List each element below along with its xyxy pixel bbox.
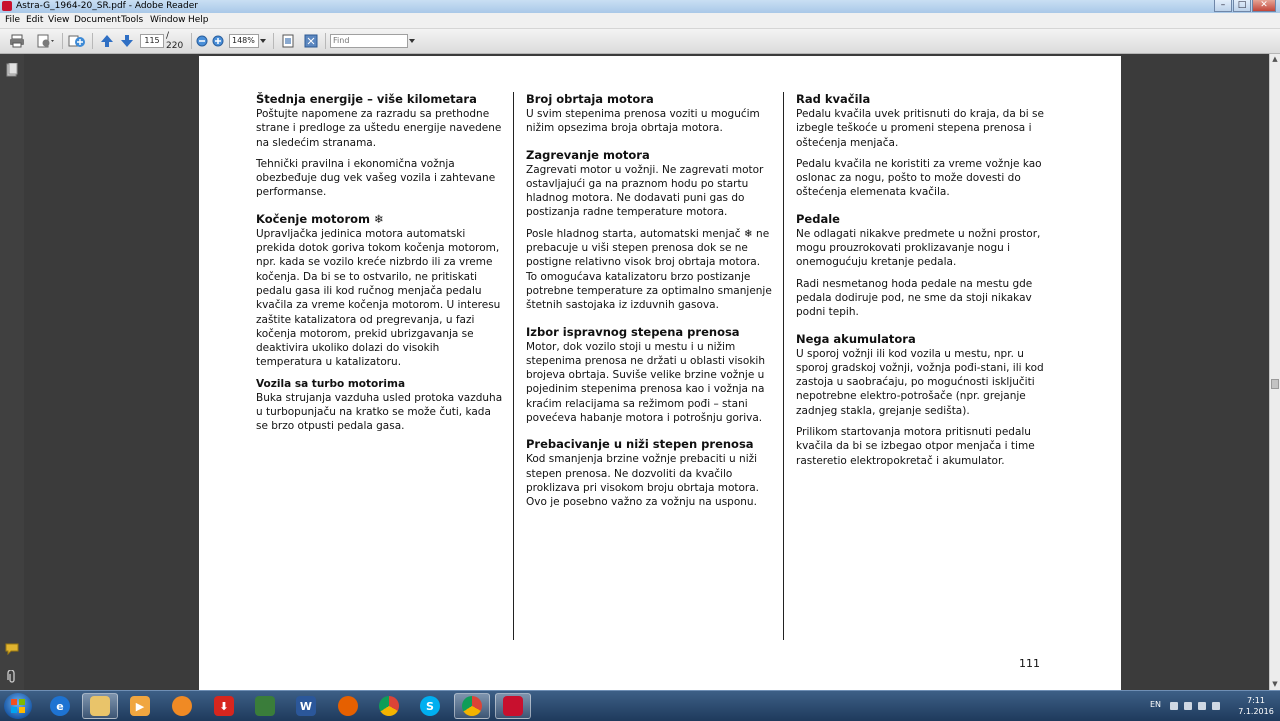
menu-window[interactable]: Window: [150, 15, 186, 25]
page-total-label: / 220: [166, 31, 184, 51]
chevron-down-icon: [260, 39, 266, 43]
media-player-icon: ▶: [130, 696, 150, 716]
section-engine-braking: [256, 212, 504, 434]
section-battery-care: [796, 332, 1044, 468]
zoom-dropdown[interactable]: [259, 29, 267, 53]
clock[interactable]: [1236, 695, 1276, 717]
clock-date: 7.1.2016: [1238, 707, 1274, 716]
section-heading: Izbor ispravnog stepena prenosa: [526, 324, 740, 339]
clock-time: 7:11: [1247, 696, 1265, 705]
paragraph: Zagrevati motor u vožnji. Ne zagrevati motor ostavljajući ga na praznom hodu po startu hladnog motora. Ne dodavati puni gas do postizanja radne temperature motora.: [526, 163, 764, 219]
arrow-down-icon: [120, 34, 134, 48]
skype-icon: S: [420, 696, 440, 716]
subheading: Vozila sa turbo motorima: [256, 377, 406, 390]
zoom-in-icon: [212, 35, 224, 47]
adobe-reader-icon: [503, 696, 523, 716]
paragraph: Motor, dok vozilo stoji u mestu i u nižim stepenima prenosa ne držati u oblasti visokih brojeva obrtaja. Suviše velike brzine vožnje u pojedinim stepenima prenosa kao i vožnja na kraćim relacijama sa režimom pođi – stani povećeva habanje motora i potrošnju goriva.: [526, 340, 765, 425]
tray-icon[interactable]: [1170, 702, 1178, 710]
section-heading: Prebacivanje u niži stepen prenosa: [526, 437, 754, 452]
section-heading: Nega akumulatora: [796, 331, 916, 346]
adobe-reader-icon: [2, 1, 12, 11]
find-options-dropdown[interactable]: [408, 29, 416, 53]
arrow-up-icon: [100, 34, 114, 48]
taskbar-file-explorer[interactable]: [82, 693, 118, 719]
taskbar-skype[interactable]: [412, 693, 448, 719]
paragraph: Radi nesmetanog hoda pedale na mestu gde pedala dodiruje pod, ne sme da stoji nikakav podni tepih.: [796, 277, 1033, 319]
paragraph: U sporoj vožnji ili kod vozila u mestu, npr. u sporoj gradskoj vožnji, vožnja pođi-stani, ili kod zastoja u saobraćaju, po mogućnosti isključiti nepotrebne elektro-potrošače (npr. grejanje zadnjeg stakla, grejanje sedišta).: [796, 347, 1044, 417]
section-heading: Zagrevanje motora: [526, 147, 650, 162]
paragraph: Prilikom startovanja motora pritisnuti pedalu kvačila da bi se izbegao otpor menjača i time rasteretio elektropokretač i akumulator.: [796, 426, 1035, 467]
orange-app-icon: [172, 696, 192, 716]
paragraph: U svim stepenima prenosa voziti u mogućim nižim opsezima broja obrtaja motora.: [526, 108, 760, 135]
paragraph: Pedalu kvačila ne koristiti za vreme vožnje kao oslonac za nogu, pošto to može dovesti do oštećenja elemenata kvačila.: [796, 157, 1042, 199]
maximize-button[interactable]: □: [1233, 0, 1251, 12]
attachments-panel-button[interactable]: [5, 670, 19, 684]
navigation-pane: [0, 54, 24, 690]
section-engine-rpm: [526, 92, 774, 136]
pdf-page: [199, 56, 1121, 690]
paragraph: Upravljačka jedinica motora automatski prekida dotok goriva tokom kočenja motorom, npr. kada se vozilo kreće nizbrdo ili za vreme kočenja. Da bi se to ostvarilo, ne pritiskati pedalu gasa ili kod ručnog menjača pedalu kvačila za vreme kočenja motorom. U interesu zaštite katalizatora od pregrevanja, u fazi kočenja motorom, prekid ubrizgavanja se deaktivira ukoliko dolazi do visokih temperatura u katalizatoru.: [256, 227, 501, 369]
separator: [273, 33, 274, 49]
section-engine-warmup: [526, 148, 774, 313]
menu-bar: [0, 13, 1280, 29]
zoom-in-button[interactable]: [211, 29, 225, 53]
share-icon: [68, 34, 86, 48]
taskbar-word[interactable]: [288, 693, 324, 719]
menu-tools[interactable]: Tools: [121, 15, 144, 25]
create-pdf-button[interactable]: [32, 29, 58, 53]
zoom-level-input[interactable]: [229, 34, 259, 48]
separator: [92, 33, 93, 49]
paragraph: Poštujte napomene za razradu sa prethodne strane i predloge za uštedu energije navedene na sledećim stranama.: [256, 108, 502, 149]
green-app-icon: [255, 696, 275, 716]
fit-page-icon: [281, 34, 295, 48]
section-heading: Broj obrtaja motora: [526, 92, 654, 106]
language-indicator[interactable]: EN: [1150, 700, 1162, 709]
start-button[interactable]: [4, 693, 32, 719]
section-heading: Štednja energije – više kilometara: [256, 92, 477, 106]
paragraph: Pedalu kvačila uvek pritisnuti do kraja, da bi se izbegle teškoće u promeni stepena prenosa i oštećenja menjača.: [796, 108, 1044, 149]
full-screen-button[interactable]: [302, 29, 320, 53]
find-input[interactable]: [330, 34, 408, 48]
taskbar-adobe-reader[interactable]: [495, 693, 531, 719]
paragraph: Posle hladnog starta, automatski menjač ❄ ne prebacuje u viši stepen prenosa dok se ne postigne relativno visok broj obrtaja motora. To omogućava katalizatoru brzo postizanje potrebne temperature za optimalno smanjenje štetnih sastojaka iz izduvnih gasova.: [526, 227, 772, 312]
windows-logo-icon: [11, 699, 25, 713]
scroll-down-button[interactable]: ▼: [1272, 680, 1278, 688]
scrollbar-thumb[interactable]: [1271, 379, 1279, 389]
section-energy-saving: [256, 92, 504, 200]
print-button[interactable]: [6, 29, 28, 53]
chrome-icon: [379, 696, 399, 716]
taskbar-media-player[interactable]: [122, 693, 158, 719]
zoom-out-icon: [196, 35, 208, 47]
separator: [325, 33, 326, 49]
taskbar-internet-explorer[interactable]: [42, 693, 78, 719]
paragraph: Ne odlagati nikakve predmete u nožni prostor, mogu prouzrokovati proklizavanje nogu i onemogućuju kretanje pedala.: [796, 227, 1041, 269]
column-divider: [513, 92, 514, 640]
column-middle: [526, 92, 774, 522]
vertical-scrollbar[interactable]: [1269, 54, 1280, 690]
section-heading: Pedale: [796, 211, 840, 226]
menu-file[interactable]: File: [5, 15, 21, 25]
minimize-button[interactable]: –: [1214, 0, 1232, 12]
network-icon[interactable]: [1184, 702, 1192, 710]
volume-icon[interactable]: [1198, 702, 1206, 710]
collaborate-button[interactable]: [66, 29, 88, 53]
download-icon: ⬇: [214, 696, 234, 716]
paragraph: Kod smanjenja brzine vožnje prebaciti u niži stepen prenosa. Ne dozvoliti da kvačilo proklizava pri visokom broju obrtaja motora. Ovo je posebno važno za vožnju na usponu.: [526, 453, 759, 509]
scroll-up-button[interactable]: ▲: [1272, 55, 1278, 63]
fit-page-button[interactable]: [279, 29, 297, 53]
taskbar-downloader[interactable]: [206, 693, 242, 719]
zoom-out-button[interactable]: [195, 29, 209, 53]
taskbar-firefox[interactable]: [330, 693, 366, 719]
column-left: [256, 92, 504, 446]
paperclip-icon: [6, 670, 18, 684]
battery-icon[interactable]: [1212, 702, 1220, 710]
taskbar-chrome[interactable]: [371, 693, 407, 719]
taskbar-chrome-2[interactable]: [454, 693, 490, 719]
menu-document[interactable]: Document: [74, 15, 121, 25]
comments-panel-button[interactable]: [5, 642, 19, 656]
internet-explorer-icon: e: [50, 696, 70, 716]
menu-edit[interactable]: Edit: [26, 15, 44, 25]
section-pedals: [796, 212, 1044, 320]
column-divider: [783, 92, 784, 640]
folder-icon: [90, 696, 110, 716]
expand-icon: [304, 34, 318, 48]
menu-help[interactable]: Help: [188, 15, 209, 25]
title-bar: [0, 0, 1280, 14]
section-heading: Kočenje motorom ❄: [256, 211, 384, 226]
toolbar: [0, 29, 1280, 54]
taskbar-app-green[interactable]: [247, 693, 283, 719]
column-right: [796, 92, 1044, 480]
chrome-icon: [462, 696, 482, 716]
section-gear-selection: [526, 325, 774, 426]
firefox-icon: [338, 696, 358, 716]
chevron-down-icon: [409, 39, 415, 43]
section-downshifting: [526, 437, 774, 509]
speech-bubble-icon: [5, 643, 19, 655]
page-number-input[interactable]: [140, 34, 164, 48]
separator: [191, 33, 192, 49]
paragraph: Tehnički pravilna i ekonomična vožnja obezbeđuje dug vek vašeg vozila i zahtevane performanse.: [256, 157, 496, 199]
section-heading: Rad kvačila: [796, 92, 871, 106]
document-view[interactable]: [24, 54, 1269, 690]
pages-icon: [6, 63, 18, 77]
printer-icon: [9, 34, 25, 48]
section-clutch: [796, 92, 1044, 200]
pages-panel-button[interactable]: [5, 63, 19, 77]
window-controls: [1213, 0, 1276, 12]
close-button[interactable]: ✕: [1252, 0, 1276, 12]
taskbar-app-orange[interactable]: [164, 693, 200, 719]
menu-view[interactable]: View: [48, 15, 70, 25]
page-number: 111: [1019, 657, 1040, 670]
window-title: Astra-G_1964-20_SR.pdf - Adobe Reader: [16, 1, 198, 11]
next-page-button[interactable]: [118, 29, 136, 53]
word-icon: W: [296, 696, 316, 716]
separator: [62, 33, 63, 49]
taskbar: [0, 690, 1280, 721]
system-tray: [1140, 691, 1280, 721]
document-gear-icon: [36, 34, 54, 48]
paragraph: Buka strujanja vazduha usled protoka vazduha u turbopunjaču na kratko se može čuti, kada se brzo otpusti pedala gasa.: [256, 391, 503, 433]
previous-page-button[interactable]: [98, 29, 116, 53]
